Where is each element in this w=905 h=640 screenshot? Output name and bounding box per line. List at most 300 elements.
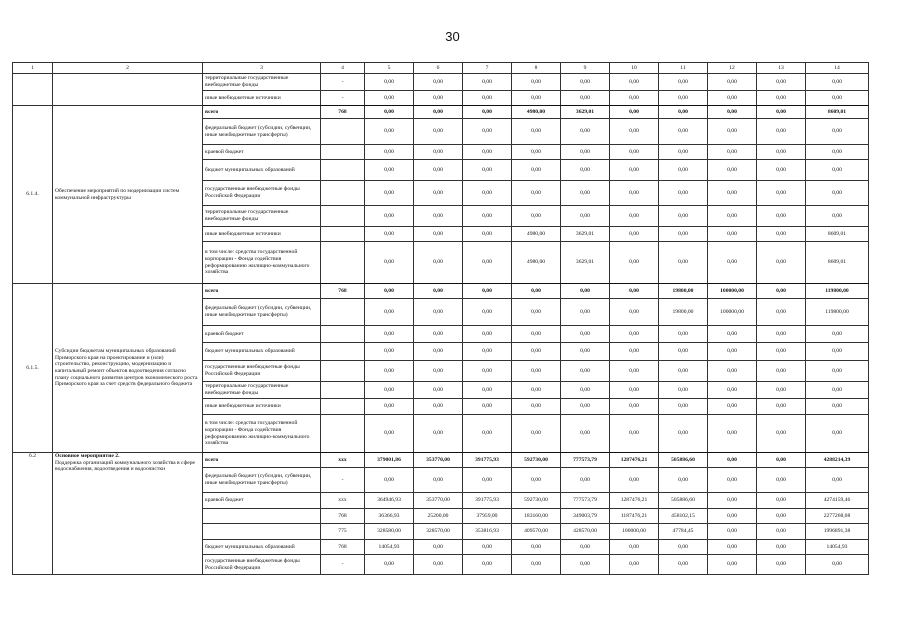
funding-source: государственные внебюджетные фонды Российской Федерации [203, 555, 321, 575]
amount-cell: 0,00 [708, 382, 757, 399]
funding-source: краевой бюджет [203, 493, 321, 509]
amount-cell: 0,00 [757, 453, 806, 468]
amount-cell: 0,00 [659, 326, 708, 343]
grbs-code [321, 299, 365, 326]
column-number-header: 7 [463, 63, 512, 74]
grbs-code: - [321, 91, 365, 106]
amount-cell: 0,00 [512, 343, 561, 361]
amount-cell: 0,00 [757, 382, 806, 399]
amount-cell: 4980,00 [512, 242, 561, 284]
amount-cell: 353770,00 [414, 493, 463, 509]
amount-cell: 0,00 [512, 299, 561, 326]
column-number-header: 10 [610, 63, 659, 74]
amount-cell: 0,00 [414, 415, 463, 453]
amount-cell: 353816,93 [463, 524, 512, 540]
amount-cell: 0,00 [659, 415, 708, 453]
amount-cell: 0,00 [659, 361, 708, 382]
amount-cell: 349003,79 [561, 509, 610, 524]
amount-cell: 0,00 [561, 91, 610, 106]
amount-cell: 0,00 [463, 206, 512, 227]
amount-cell: 0,00 [757, 524, 806, 540]
amount-cell: 0,00 [610, 284, 659, 299]
amount-cell: 0,00 [806, 119, 869, 145]
amount-cell: 458102,15 [659, 509, 708, 524]
item-number [13, 74, 53, 106]
amount-cell: 0,00 [757, 415, 806, 453]
amount-cell: 0,00 [659, 145, 708, 160]
amount-cell: 0,00 [414, 106, 463, 119]
item-title [53, 284, 203, 453]
amount-cell: 0,00 [463, 160, 512, 181]
amount-cell: 0,00 [659, 160, 708, 181]
amount-cell: 0,00 [365, 343, 414, 361]
grbs-code: 768 [321, 509, 365, 524]
amount-cell: 0,00 [806, 382, 869, 399]
column-number-header: 3 [203, 63, 321, 74]
amount-cell: 0,00 [561, 540, 610, 555]
amount-cell: 0,00 [806, 181, 869, 206]
table-row [13, 106, 869, 119]
amount-cell: 0,00 [561, 299, 610, 326]
funding-source: бюджет муниципальных образований [203, 160, 321, 181]
amount-cell: 0,00 [806, 555, 869, 575]
amount-cell: 0,00 [610, 361, 659, 382]
amount-cell: 0,00 [512, 181, 561, 206]
amount-cell: 0,00 [561, 415, 610, 453]
amount-cell: 0,00 [757, 181, 806, 206]
funding-source: бюджет муниципальных образований [203, 343, 321, 361]
amount-cell: 0,00 [659, 540, 708, 555]
amount-cell: 0,00 [414, 399, 463, 415]
item-title [53, 106, 203, 284]
amount-cell: 0,00 [610, 206, 659, 227]
item-number: 6.1.4. [13, 106, 53, 284]
amount-cell: 0,00 [757, 284, 806, 299]
amount-cell: 0,00 [659, 242, 708, 284]
amount-cell: 4274159,46 [806, 493, 869, 509]
amount-cell: 0,00 [463, 145, 512, 160]
amount-cell: 0,00 [610, 382, 659, 399]
amount-cell: 1996891,38 [806, 524, 869, 540]
amount-cell: 0,00 [365, 206, 414, 227]
amount-cell: 0,00 [512, 284, 561, 299]
amount-cell: 8609,01 [806, 242, 869, 284]
amount-cell: 0,00 [512, 382, 561, 399]
amount-cell: 328580,00 [365, 524, 414, 540]
funding-source: всего [203, 453, 321, 468]
item-number: 6.1.5. [13, 284, 53, 453]
amount-cell: 328570,00 [414, 524, 463, 540]
amount-cell: 0,00 [463, 540, 512, 555]
grbs-code [321, 242, 365, 284]
amount-cell: 0,00 [757, 361, 806, 382]
grbs-code: - [321, 468, 365, 493]
amount-cell: 0,00 [659, 91, 708, 106]
amount-cell: 0,00 [708, 160, 757, 181]
amount-cell: 0,00 [512, 399, 561, 415]
amount-cell: 0,00 [512, 540, 561, 555]
amount-cell: 0,00 [463, 299, 512, 326]
amount-cell: 4980,00 [512, 106, 561, 119]
amount-cell: 0,00 [463, 468, 512, 493]
amount-cell: 8609,01 [806, 106, 869, 119]
amount-cell: 0,00 [365, 227, 414, 242]
amount-cell: 592730,00 [512, 453, 561, 468]
amount-cell: 0,00 [708, 493, 757, 509]
amount-cell: 0,00 [708, 524, 757, 540]
amount-cell: 0,00 [610, 468, 659, 493]
amount-cell: 0,00 [561, 382, 610, 399]
amount-cell: 0,00 [512, 74, 561, 91]
amount-cell: 0,00 [463, 343, 512, 361]
amount-cell: 0,00 [757, 160, 806, 181]
amount-cell: 0,00 [757, 74, 806, 91]
amount-cell: 0,00 [512, 326, 561, 343]
amount-cell: 4980,00 [512, 227, 561, 242]
amount-cell: 1287476,21 [610, 493, 659, 509]
grbs-code [321, 227, 365, 242]
amount-cell: 0,00 [708, 399, 757, 415]
column-number-header: 13 [757, 63, 806, 74]
item-number: 6.2 [13, 453, 53, 575]
amount-cell: 0,00 [708, 326, 757, 343]
column-number-row [13, 63, 869, 74]
amount-cell: 0,00 [610, 181, 659, 206]
amount-cell: 0,00 [414, 206, 463, 227]
amount-cell: 0,00 [757, 509, 806, 524]
amount-cell: 0,00 [708, 227, 757, 242]
amount-cell: 0,00 [659, 555, 708, 575]
amount-cell: 0,00 [659, 468, 708, 493]
amount-cell: 0,00 [806, 160, 869, 181]
amount-cell: 0,00 [414, 468, 463, 493]
amount-cell: 0,00 [610, 326, 659, 343]
funding-source: федеральный бюджет (субсидии, субвенции, иные межбюджетные трансферты) [203, 468, 321, 493]
grbs-code: ххх [321, 493, 365, 509]
amount-cell: 0,00 [708, 361, 757, 382]
amount-cell: 3629,01 [561, 242, 610, 284]
funding-source: государственные внебюджетные фонды Российской Федерации [203, 361, 321, 382]
amount-cell: 0,00 [806, 91, 869, 106]
amount-cell: 14054,93 [806, 540, 869, 555]
funding-source: иные внебюджетные источники [203, 91, 321, 106]
amount-cell: 0,00 [806, 343, 869, 361]
amount-cell: 0,00 [463, 227, 512, 242]
amount-cell: 0,00 [561, 399, 610, 415]
amount-cell: 0,00 [561, 468, 610, 493]
funding-source: в том числе: средства государственной корпорации - Фонда содействия реформированию жилищно-коммунального хозяйства [203, 242, 321, 284]
amount-cell: 0,00 [414, 361, 463, 382]
amount-cell: 0,00 [757, 326, 806, 343]
amount-cell: 0,00 [708, 509, 757, 524]
amount-cell: 0,00 [610, 343, 659, 361]
amount-cell: 353770,00 [414, 453, 463, 468]
amount-cell: 0,00 [708, 242, 757, 284]
amount-cell: 0,00 [414, 326, 463, 343]
item-title-text: Субсидии бюджетам муниципальных образований Приморского края на проектирование и (или) строительство, реконструкцию, модернизацию и капитальный ремонт объектов водоотведения согласно плану социального развития центров экономического роста Приморского края за счет средств федерального бюджета [55, 347, 198, 388]
amount-cell: 0,00 [806, 326, 869, 343]
amount-cell: 100000,00 [708, 284, 757, 299]
amount-cell: 0,00 [365, 555, 414, 575]
amount-cell: 0,00 [806, 361, 869, 382]
amount-cell: 0,00 [365, 415, 414, 453]
table-row [13, 453, 869, 468]
column-number-header: 2 [53, 63, 203, 74]
amount-cell: 0,00 [659, 106, 708, 119]
amount-cell: 428570,00 [561, 524, 610, 540]
amount-cell: 0,00 [414, 382, 463, 399]
amount-cell: 0,00 [708, 74, 757, 91]
amount-cell: 0,00 [757, 206, 806, 227]
amount-cell: 0,00 [610, 540, 659, 555]
amount-cell: 0,00 [365, 468, 414, 493]
amount-cell: 0,00 [757, 399, 806, 415]
grbs-code [321, 415, 365, 453]
amount-cell: 47784,45 [659, 524, 708, 540]
amount-cell: 119800,00 [806, 284, 869, 299]
funding-source: всего [203, 106, 321, 119]
amount-cell: 777573,79 [561, 453, 610, 468]
amount-cell: 592730,00 [512, 493, 561, 509]
funding-source: всего [203, 284, 321, 299]
amount-cell: 379001,86 [365, 453, 414, 468]
funding-source [203, 509, 321, 524]
amount-cell: 0,00 [414, 74, 463, 91]
amount-cell: 0,00 [463, 284, 512, 299]
grbs-code [321, 160, 365, 181]
funding-source: иные внебюджетные источники [203, 227, 321, 242]
amount-cell: 0,00 [561, 206, 610, 227]
amount-cell: 0,00 [757, 106, 806, 119]
amount-cell: 0,00 [463, 74, 512, 91]
amount-cell: 0,00 [414, 145, 463, 160]
amount-cell: 0,00 [806, 468, 869, 493]
amount-cell: 0,00 [365, 181, 414, 206]
amount-cell: 0,00 [365, 361, 414, 382]
grbs-code [321, 145, 365, 160]
amount-cell: 0,00 [708, 106, 757, 119]
amount-cell: 0,00 [365, 326, 414, 343]
amount-cell: 505886,60 [659, 453, 708, 468]
amount-cell: 0,00 [757, 493, 806, 509]
amount-cell: 0,00 [659, 343, 708, 361]
funding-source: территориальные государственные внебюджетные фонды [203, 206, 321, 227]
amount-cell: 0,00 [757, 299, 806, 326]
amount-cell: 0,00 [757, 468, 806, 493]
amount-cell: 0,00 [365, 145, 414, 160]
amount-cell: 0,00 [757, 91, 806, 106]
amount-cell: 0,00 [414, 119, 463, 145]
amount-cell: 0,00 [414, 284, 463, 299]
column-number-header: 14 [806, 63, 869, 74]
amount-cell: 19800,00 [659, 284, 708, 299]
item-title-text: Поддержка организаций коммунального хозяйства в сфере водоснабжения, водоотведения и водоочистки [55, 459, 195, 473]
column-number-header: 9 [561, 63, 610, 74]
grbs-code: ххх [321, 453, 365, 468]
amount-cell: 0,00 [757, 555, 806, 575]
table-row [13, 74, 869, 91]
amount-cell: 0,00 [708, 540, 757, 555]
amount-cell: 0,00 [757, 145, 806, 160]
amount-cell: 0,00 [610, 242, 659, 284]
amount-cell: 777573,79 [561, 493, 610, 509]
amount-cell: 8609,01 [806, 227, 869, 242]
grbs-code [321, 382, 365, 399]
amount-cell: 0,00 [610, 227, 659, 242]
amount-cell: 0,00 [512, 555, 561, 575]
amount-cell: 119800,00 [806, 299, 869, 326]
amount-cell: 0,00 [806, 74, 869, 91]
amount-cell: 37959,00 [463, 509, 512, 524]
amount-cell: 100000,00 [610, 524, 659, 540]
amount-cell: 0,00 [757, 119, 806, 145]
funding-source: федеральный бюджет (субсидии, субвенции, иные межбюджетные трансферты) [203, 299, 321, 326]
item-title [53, 74, 203, 106]
amount-cell: 505886,60 [659, 493, 708, 509]
amount-cell: 0,00 [610, 74, 659, 91]
grbs-code [321, 399, 365, 415]
grbs-code: 768 [321, 284, 365, 299]
amount-cell: 0,00 [659, 206, 708, 227]
amount-cell: 0,00 [414, 227, 463, 242]
amount-cell: 0,00 [463, 119, 512, 145]
amount-cell: 0,00 [512, 119, 561, 145]
amount-cell: 0,00 [561, 145, 610, 160]
amount-cell: 0,00 [561, 119, 610, 145]
amount-cell: 0,00 [610, 555, 659, 575]
amount-cell: 391775,93 [463, 453, 512, 468]
amount-cell: 0,00 [512, 468, 561, 493]
amount-cell: 0,00 [512, 415, 561, 453]
amount-cell: 0,00 [610, 399, 659, 415]
amount-cell: 0,00 [365, 284, 414, 299]
column-number-header: 8 [512, 63, 561, 74]
column-number-header: 5 [365, 63, 414, 74]
grbs-code [321, 343, 365, 361]
amount-cell: 0,00 [561, 74, 610, 91]
amount-cell: 0,00 [708, 415, 757, 453]
column-number-header: 1 [13, 63, 53, 74]
amount-cell: 0,00 [708, 119, 757, 145]
amount-cell: 0,00 [365, 106, 414, 119]
amount-cell: 0,00 [806, 415, 869, 453]
grbs-code [321, 206, 365, 227]
amount-cell: 0,00 [463, 326, 512, 343]
amount-cell: 0,00 [757, 343, 806, 361]
amount-cell: 0,00 [659, 119, 708, 145]
amount-cell: 0,00 [463, 415, 512, 453]
item-title-text: Обеспечение мероприятий по модернизации систем коммунальной инфраструктуры [55, 187, 180, 201]
funding-source: территориальные государственные внебюджетные фонды [203, 74, 321, 91]
amount-cell: 0,00 [806, 145, 869, 160]
amount-cell: 0,00 [561, 343, 610, 361]
amount-cell: 0,00 [708, 181, 757, 206]
item-title [53, 453, 203, 575]
funding-source: краевой бюджет [203, 326, 321, 343]
amount-cell: 409570,00 [512, 524, 561, 540]
amount-cell: 0,00 [365, 399, 414, 415]
amount-cell: 0,00 [659, 74, 708, 91]
grbs-code [321, 361, 365, 382]
amount-cell: 0,00 [610, 91, 659, 106]
column-number-header: 11 [659, 63, 708, 74]
funding-source: иные внебюджетные источники [203, 399, 321, 415]
amount-cell: 19800,00 [659, 299, 708, 326]
amount-cell: 0,00 [561, 361, 610, 382]
amount-cell: 0,00 [414, 343, 463, 361]
amount-cell: 0,00 [708, 468, 757, 493]
amount-cell: 0,00 [610, 106, 659, 119]
amount-cell: 14054,93 [365, 540, 414, 555]
amount-cell: 0,00 [463, 382, 512, 399]
amount-cell: 0,00 [610, 119, 659, 145]
amount-cell: 3629,01 [561, 106, 610, 119]
amount-cell: 364946,93 [365, 493, 414, 509]
amount-cell: 0,00 [365, 382, 414, 399]
grbs-code: - [321, 555, 365, 575]
amount-cell: 0,00 [463, 181, 512, 206]
amount-cell: 0,00 [512, 206, 561, 227]
amount-cell: 0,00 [757, 540, 806, 555]
funding-source [203, 524, 321, 540]
amount-cell: 0,00 [463, 242, 512, 284]
amount-cell: 0,00 [365, 91, 414, 106]
amount-cell: 0,00 [414, 91, 463, 106]
funding-source: государственные внебюджетные фонды Российской Федерации [203, 181, 321, 206]
amount-cell: 0,00 [708, 343, 757, 361]
amount-cell: 0,00 [561, 555, 610, 575]
amount-cell: 0,00 [659, 399, 708, 415]
funding-source: в том числе: средства государственной корпорации - Фонда содействия реформированию жилищно-коммунального хозяйства [203, 415, 321, 453]
amount-cell: 0,00 [708, 555, 757, 575]
amount-cell: 0,00 [365, 160, 414, 181]
amount-cell: 0,00 [414, 181, 463, 206]
amount-cell: 0,00 [561, 326, 610, 343]
amount-cell: 0,00 [414, 242, 463, 284]
amount-cell: 0,00 [463, 106, 512, 119]
grbs-code [321, 119, 365, 145]
amount-cell: 0,00 [659, 382, 708, 399]
amount-cell: 0,00 [610, 160, 659, 181]
amount-cell: 0,00 [708, 206, 757, 227]
amount-cell: 0,00 [463, 399, 512, 415]
amount-cell: 0,00 [806, 399, 869, 415]
amount-cell: 1187476,21 [610, 509, 659, 524]
amount-cell: 36366,93 [365, 509, 414, 524]
amount-cell: 0,00 [659, 181, 708, 206]
funding-source: территориальные государственные внебюджетные фонды [203, 382, 321, 399]
table-row [13, 284, 869, 299]
amount-cell: 0,00 [512, 361, 561, 382]
grbs-code [321, 181, 365, 206]
amount-cell: 0,00 [463, 91, 512, 106]
amount-cell: 0,00 [365, 242, 414, 284]
funding-source: федеральный бюджет (субсидии, субвенции, иные межбюджетные трансферты) [203, 119, 321, 145]
amount-cell: 0,00 [610, 145, 659, 160]
grbs-code: - [321, 74, 365, 91]
page-number: 30 [445, 29, 460, 44]
amount-cell: 183160,00 [512, 509, 561, 524]
amount-cell: 3629,01 [561, 227, 610, 242]
amount-cell: 0,00 [365, 74, 414, 91]
amount-cell: 0,00 [512, 145, 561, 160]
amount-cell: 0,00 [659, 227, 708, 242]
amount-cell: 0,00 [806, 206, 869, 227]
amount-cell: 0,00 [757, 227, 806, 242]
amount-cell: 1287476,21 [610, 453, 659, 468]
amount-cell: 0,00 [414, 555, 463, 575]
amount-cell: 0,00 [708, 453, 757, 468]
